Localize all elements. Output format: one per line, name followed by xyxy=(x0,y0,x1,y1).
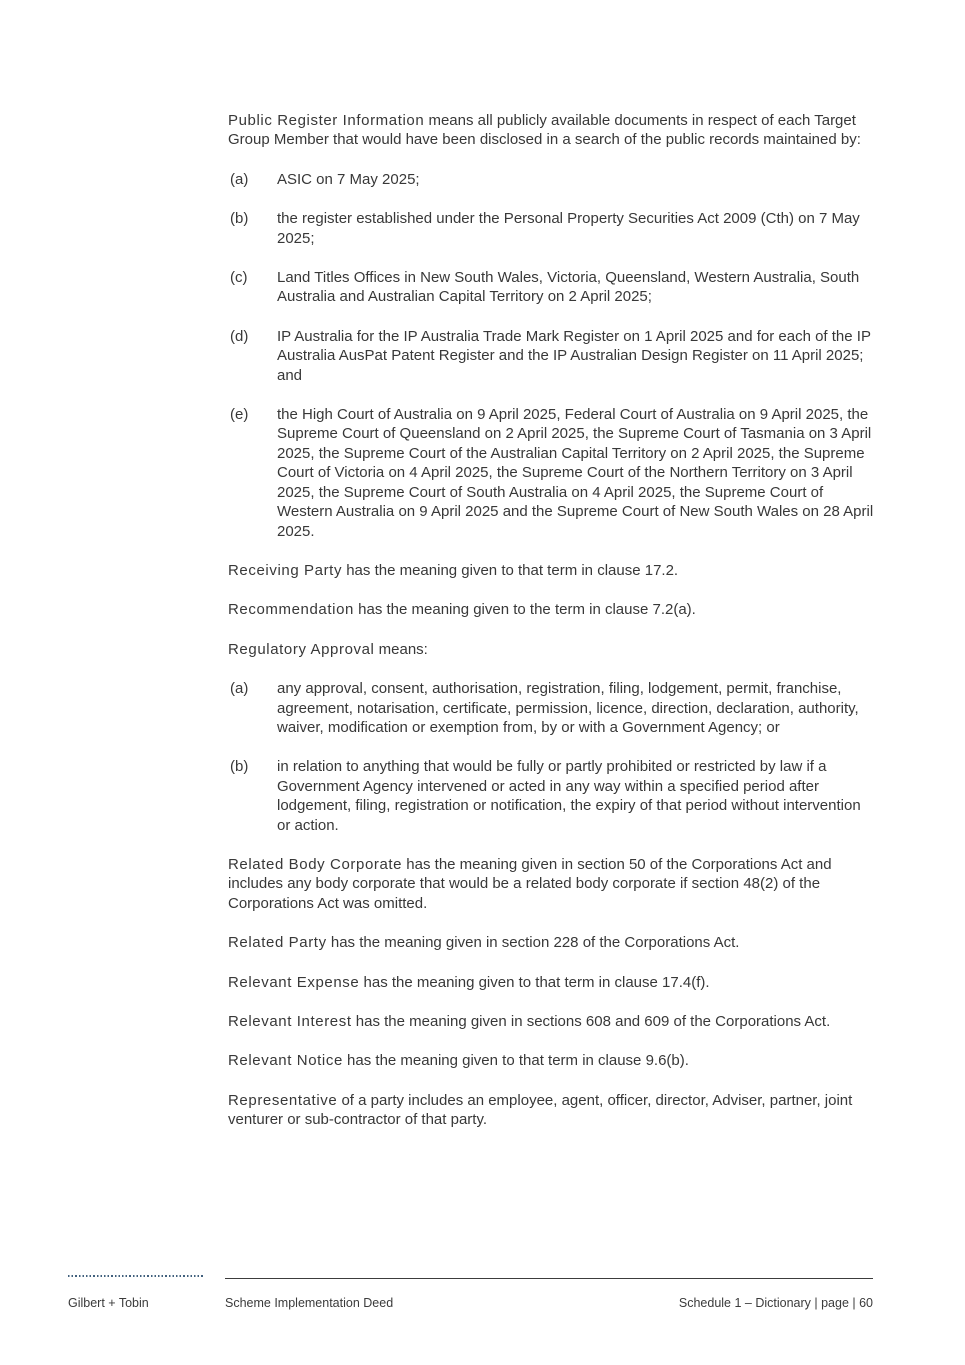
defined-term: Regulatory Approval xyxy=(228,640,375,658)
definition-paragraph: Relevant Notice has the meaning given to that term in clause 9.6(b). xyxy=(228,1052,689,1070)
list-item-text: ASIC on 7 May 2025; xyxy=(277,170,420,188)
footer-dotted-line xyxy=(68,1275,204,1277)
defined-term: Recommendation xyxy=(228,601,354,619)
list-item-label: (d) xyxy=(230,327,249,345)
definition-paragraph: Receiving Party has the meaning given to that term in clause 17.2. xyxy=(228,561,679,579)
list-item-label: (a) xyxy=(230,680,249,698)
list-item-text: Land Titles Offices in New South Wales, Victoria, Queensland, Western Australia, South Australia and Australian Capital Territory on 2 April 2025; xyxy=(277,269,860,306)
definition-paragraph: Public Register Information means all publicly available documents in respect of each Target Group Member that would have been disclosed in a search of the public records maintained by: xyxy=(228,112,861,149)
list-item xyxy=(228,405,874,541)
definition-paragraph: Recommendation has the meaning given to the term in clause 7.2(a). xyxy=(228,601,696,619)
list-item xyxy=(228,268,874,307)
list-item xyxy=(228,679,874,737)
list-item-label: (e) xyxy=(230,406,249,424)
footer-document-title: Scheme Implementation Deed xyxy=(225,1296,394,1310)
list-item xyxy=(228,327,874,385)
defined-term: Relevant Interest xyxy=(228,1013,352,1030)
footer-firm-name: Gilbert + Tobin xyxy=(68,1296,149,1310)
list-item-label: (b) xyxy=(230,210,249,228)
definition-paragraph: Relevant Interest has the meaning given in sections 608 and 609 of the Corporations Act. xyxy=(228,1013,831,1030)
defined-term: Public Register Information xyxy=(228,112,425,129)
list-item-label: (b) xyxy=(230,758,249,776)
document-body xyxy=(228,111,874,1150)
defined-term: Relevant Expense xyxy=(228,973,360,991)
list-item-text: in relation to anything that would be fully or partly prohibited or restricted by law if a Government Agency intervened or acted in any way within a specified period after lodgement, filing, registration or notification, the expiry of that period without intervention or action. xyxy=(277,758,861,834)
defined-term: Related Party xyxy=(228,934,327,952)
definition-paragraph: Regulatory Approval means: xyxy=(228,640,428,658)
list-item xyxy=(228,209,874,248)
definition-paragraph: Representative of a party includes an employee, agent, officer, director, Adviser, partner, joint venturer or sub-contractor of that party. xyxy=(228,1091,853,1129)
defined-term: Related Body Corporate xyxy=(228,855,403,873)
list-item xyxy=(228,170,874,189)
definition-paragraph: Relevant Expense has the meaning given to that term in clause 17.4(f). xyxy=(228,973,710,991)
list-item-text: IP Australia for the IP Australia Trade Mark Register on 1 April 2025 and for each of the IP Australia AusPat Patent Register and the IP Australian Design Register on 11 April 2025; and xyxy=(277,327,871,384)
footer-page-label: Schedule 1 – Dictionary | page | 60 xyxy=(678,1296,873,1310)
list-item-label: (c) xyxy=(230,269,248,287)
footer-rule-line xyxy=(225,1278,873,1279)
defined-term: Receiving Party xyxy=(228,561,343,579)
definition-paragraph: Related Party has the meaning given in section 228 of the Corporations Act. xyxy=(228,934,740,952)
list-item-text: the High Court of Australia on 9 April 2025, Federal Court of Australia on 9 April 2025, the Supreme Court of Queensland on 2 April 2025, the Supreme Court of Tasmania on 3 April 2025, the Supreme Court of the Australian Capital Territory on 2 April 2025, the Supreme Court of Victoria on 4 April 2025, the Supreme Court of the Northern Territory on 3 April 2025, the Supreme Court of South Australia on 4 April 2025, the Supreme Court of Western Australia on 9 April 2025 and the Supreme Court of New South Wales on 28 April 2025. xyxy=(277,406,874,540)
list-item xyxy=(228,757,874,835)
list-item-text: any approval, consent, authorisation, registration, filing, lodgement, permit, franchise, agreement, notarisation, certificate, permission, licence, direction, declaration, authority, waiver, modification or exemption from, by or with a Government Agency; or xyxy=(277,680,859,736)
defined-term: Relevant Notice xyxy=(228,1052,343,1070)
list-item-text: the register established under the Personal Property Securities Act 2009 (Cth) on 7 May 2025; xyxy=(277,210,860,247)
definition-paragraph: Related Body Corporate has the meaning given in section 50 of the Corporations Act and includes any body corporate that would be a related body corporate if section 48(2) of the Corporations Act was omitted. xyxy=(228,855,832,912)
defined-term: Representative xyxy=(228,1091,338,1109)
list-item-label: (a) xyxy=(230,170,249,188)
